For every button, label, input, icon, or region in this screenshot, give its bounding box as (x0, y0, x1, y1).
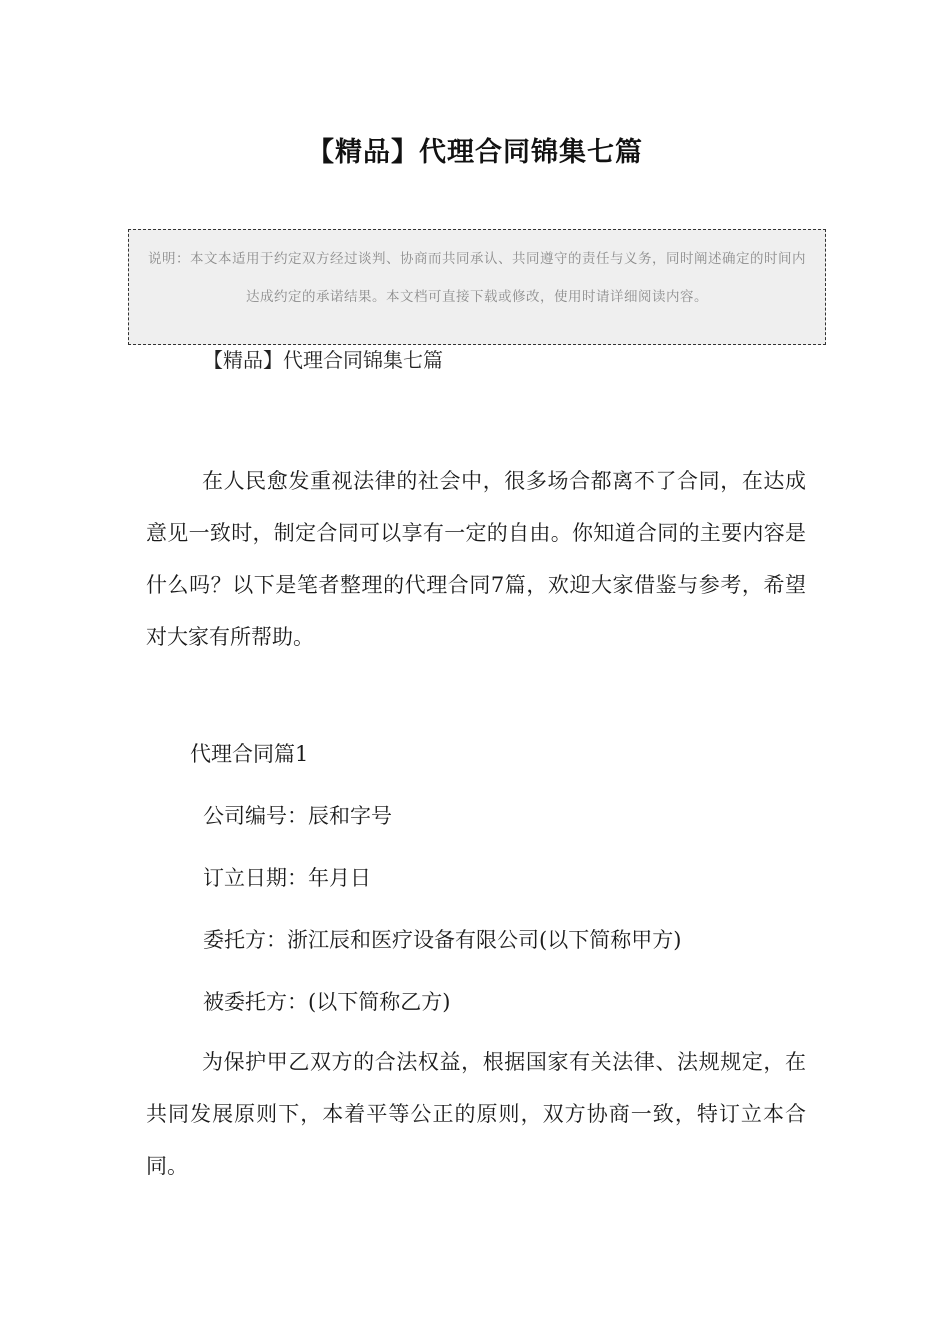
notice-box (128, 229, 826, 345)
intro-paragraph: 在人民愈发重视法律的社会中，很多场合都离不了合同，在达成意见一致时，制定合同可以享有一定的自由。你知道合同的主要内容是什么吗？以下是笔者整理的代理合同7篇，欢迎大家借鉴与参考，希望对大家有所帮助。 (146, 469, 806, 649)
clause-section (146, 1036, 806, 1192)
intro-section (146, 455, 806, 663)
document-title: 【精品】代理合同锦集七篇 (307, 137, 643, 168)
company-number-field: 公司编号：辰和字号 (203, 804, 392, 828)
clause-paragraph: 为保护甲乙双方的合法权益，根据国家有关法律、法规规定，在共同发展原则下，本着平等公正的原则，双方协商一致，特订立本合同。 (146, 1050, 806, 1178)
section-heading: 代理合同篇1 (190, 742, 309, 766)
notice-text: 说明：本文本适用于约定双方经过谈判、协商而共同承认、共同遵守的责任与义务，同时阐述确定的时间内达成约定的承诺结果。本文档可直接下载或修改，使用时请详细阅读内容。 (148, 251, 806, 305)
agent-field: 被委托方：(以下简称乙方) (203, 990, 451, 1014)
principal-field: 委托方：浙江辰和医疗设备有限公司(以下简称甲方) (203, 928, 682, 952)
document-subtitle: 【精品】代理合同锦集七篇 (203, 348, 443, 372)
sign-date-field: 订立日期：年月日 (203, 866, 371, 890)
